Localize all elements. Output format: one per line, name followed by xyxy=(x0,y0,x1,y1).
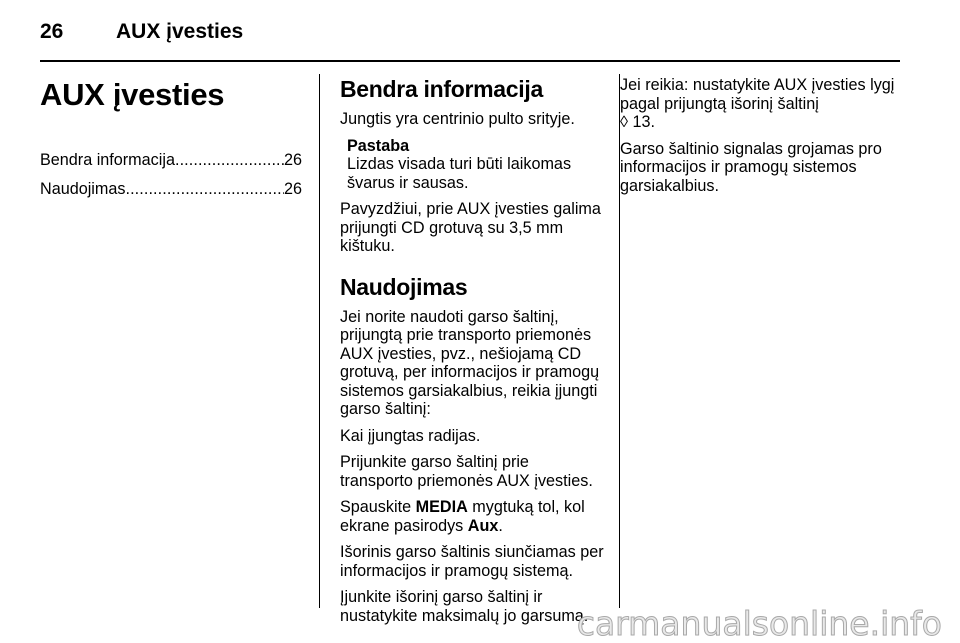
text-fragment: . xyxy=(498,516,503,535)
page-reference-link[interactable]: 13 xyxy=(632,113,651,131)
paragraph: Pavyzdžiui, prie AUX įvesties galima prijungti CD grotuvą su 3,5 mm kištuku. xyxy=(340,200,601,255)
column-divider-1 xyxy=(319,74,320,608)
paragraph: Garso šaltinio signalas grojamas pro informacijos ir pramogų sistemos garsiakalbius. xyxy=(620,139,882,195)
toc-entry-label: Naudojimas xyxy=(40,179,126,198)
text-fragment: . xyxy=(650,113,656,131)
page-number: 26 xyxy=(40,20,64,43)
text-fragment: Jei reikia: nustatykite AUX įvesties lygį pagal prijungtą išorinį šaltinį xyxy=(620,76,895,113)
paragraph-aux-level xyxy=(620,76,905,132)
aux-display-label: Aux xyxy=(467,516,499,535)
note-text: Lizdas visada turi būti laikomas švarus ir sausas. xyxy=(347,155,572,192)
watermark: carmanualsonline.info xyxy=(576,604,942,643)
chapter-title: AUX įvesties xyxy=(40,77,225,112)
header-rule xyxy=(40,60,900,62)
text-fragment: Spauskite xyxy=(340,498,416,516)
table-of-contents xyxy=(40,151,302,198)
toc-entry-page: 26 xyxy=(283,179,302,198)
paragraph: Prijunkite garso šaltinį prie transporto priemonės AUX įvesties. xyxy=(340,453,593,490)
section-heading-bendra-informacija: Bendra informacija xyxy=(340,76,543,102)
toc-leader-dots xyxy=(175,151,284,170)
paragraph: Įjunkite išorinį garso šaltinį ir nustatykite maksimalų jo garsumą. xyxy=(340,588,589,625)
toc-entry-label: Bendra informacija xyxy=(40,151,175,169)
toc-leader-dots xyxy=(125,180,284,199)
note-box xyxy=(340,137,604,193)
text-fragment: mygtuką tol, kol ekrane pasirodys xyxy=(340,498,585,535)
column-left xyxy=(40,76,302,208)
running-title: AUX įvesties xyxy=(116,20,244,43)
paragraph-media-instruction xyxy=(340,498,604,535)
column-middle xyxy=(340,76,604,633)
paragraph: Kai įjungtas radijas. xyxy=(340,426,481,445)
toc-entry-bendra-informacija[interactable] xyxy=(40,151,302,170)
page-reference-icon: ◊ xyxy=(620,113,628,131)
column-right xyxy=(620,76,905,203)
paragraph: Išorinis garso šaltinis siunčiamas per informacijos ir pramogų sistemą. xyxy=(340,543,604,580)
section-heading-naudojimas: Naudojimas xyxy=(340,273,468,300)
paragraph: Jei norite naudoti garso šaltinį, prijungtą prie transporto priemonės AUX įvesties, pvz., nešiojamą CD grotuvą, per informacijos ir pramogų sistemos garsiakalbius, reikia įjungti garso šaltinį: xyxy=(340,307,600,418)
toc-entry-naudojimas[interactable] xyxy=(40,180,302,199)
note-title: Pastaba xyxy=(347,136,410,155)
media-button-label: MEDIA xyxy=(415,498,468,516)
paragraph: Jungtis yra centrinio pulto srityje. xyxy=(340,110,575,128)
toc-entry-page: 26 xyxy=(283,151,302,169)
